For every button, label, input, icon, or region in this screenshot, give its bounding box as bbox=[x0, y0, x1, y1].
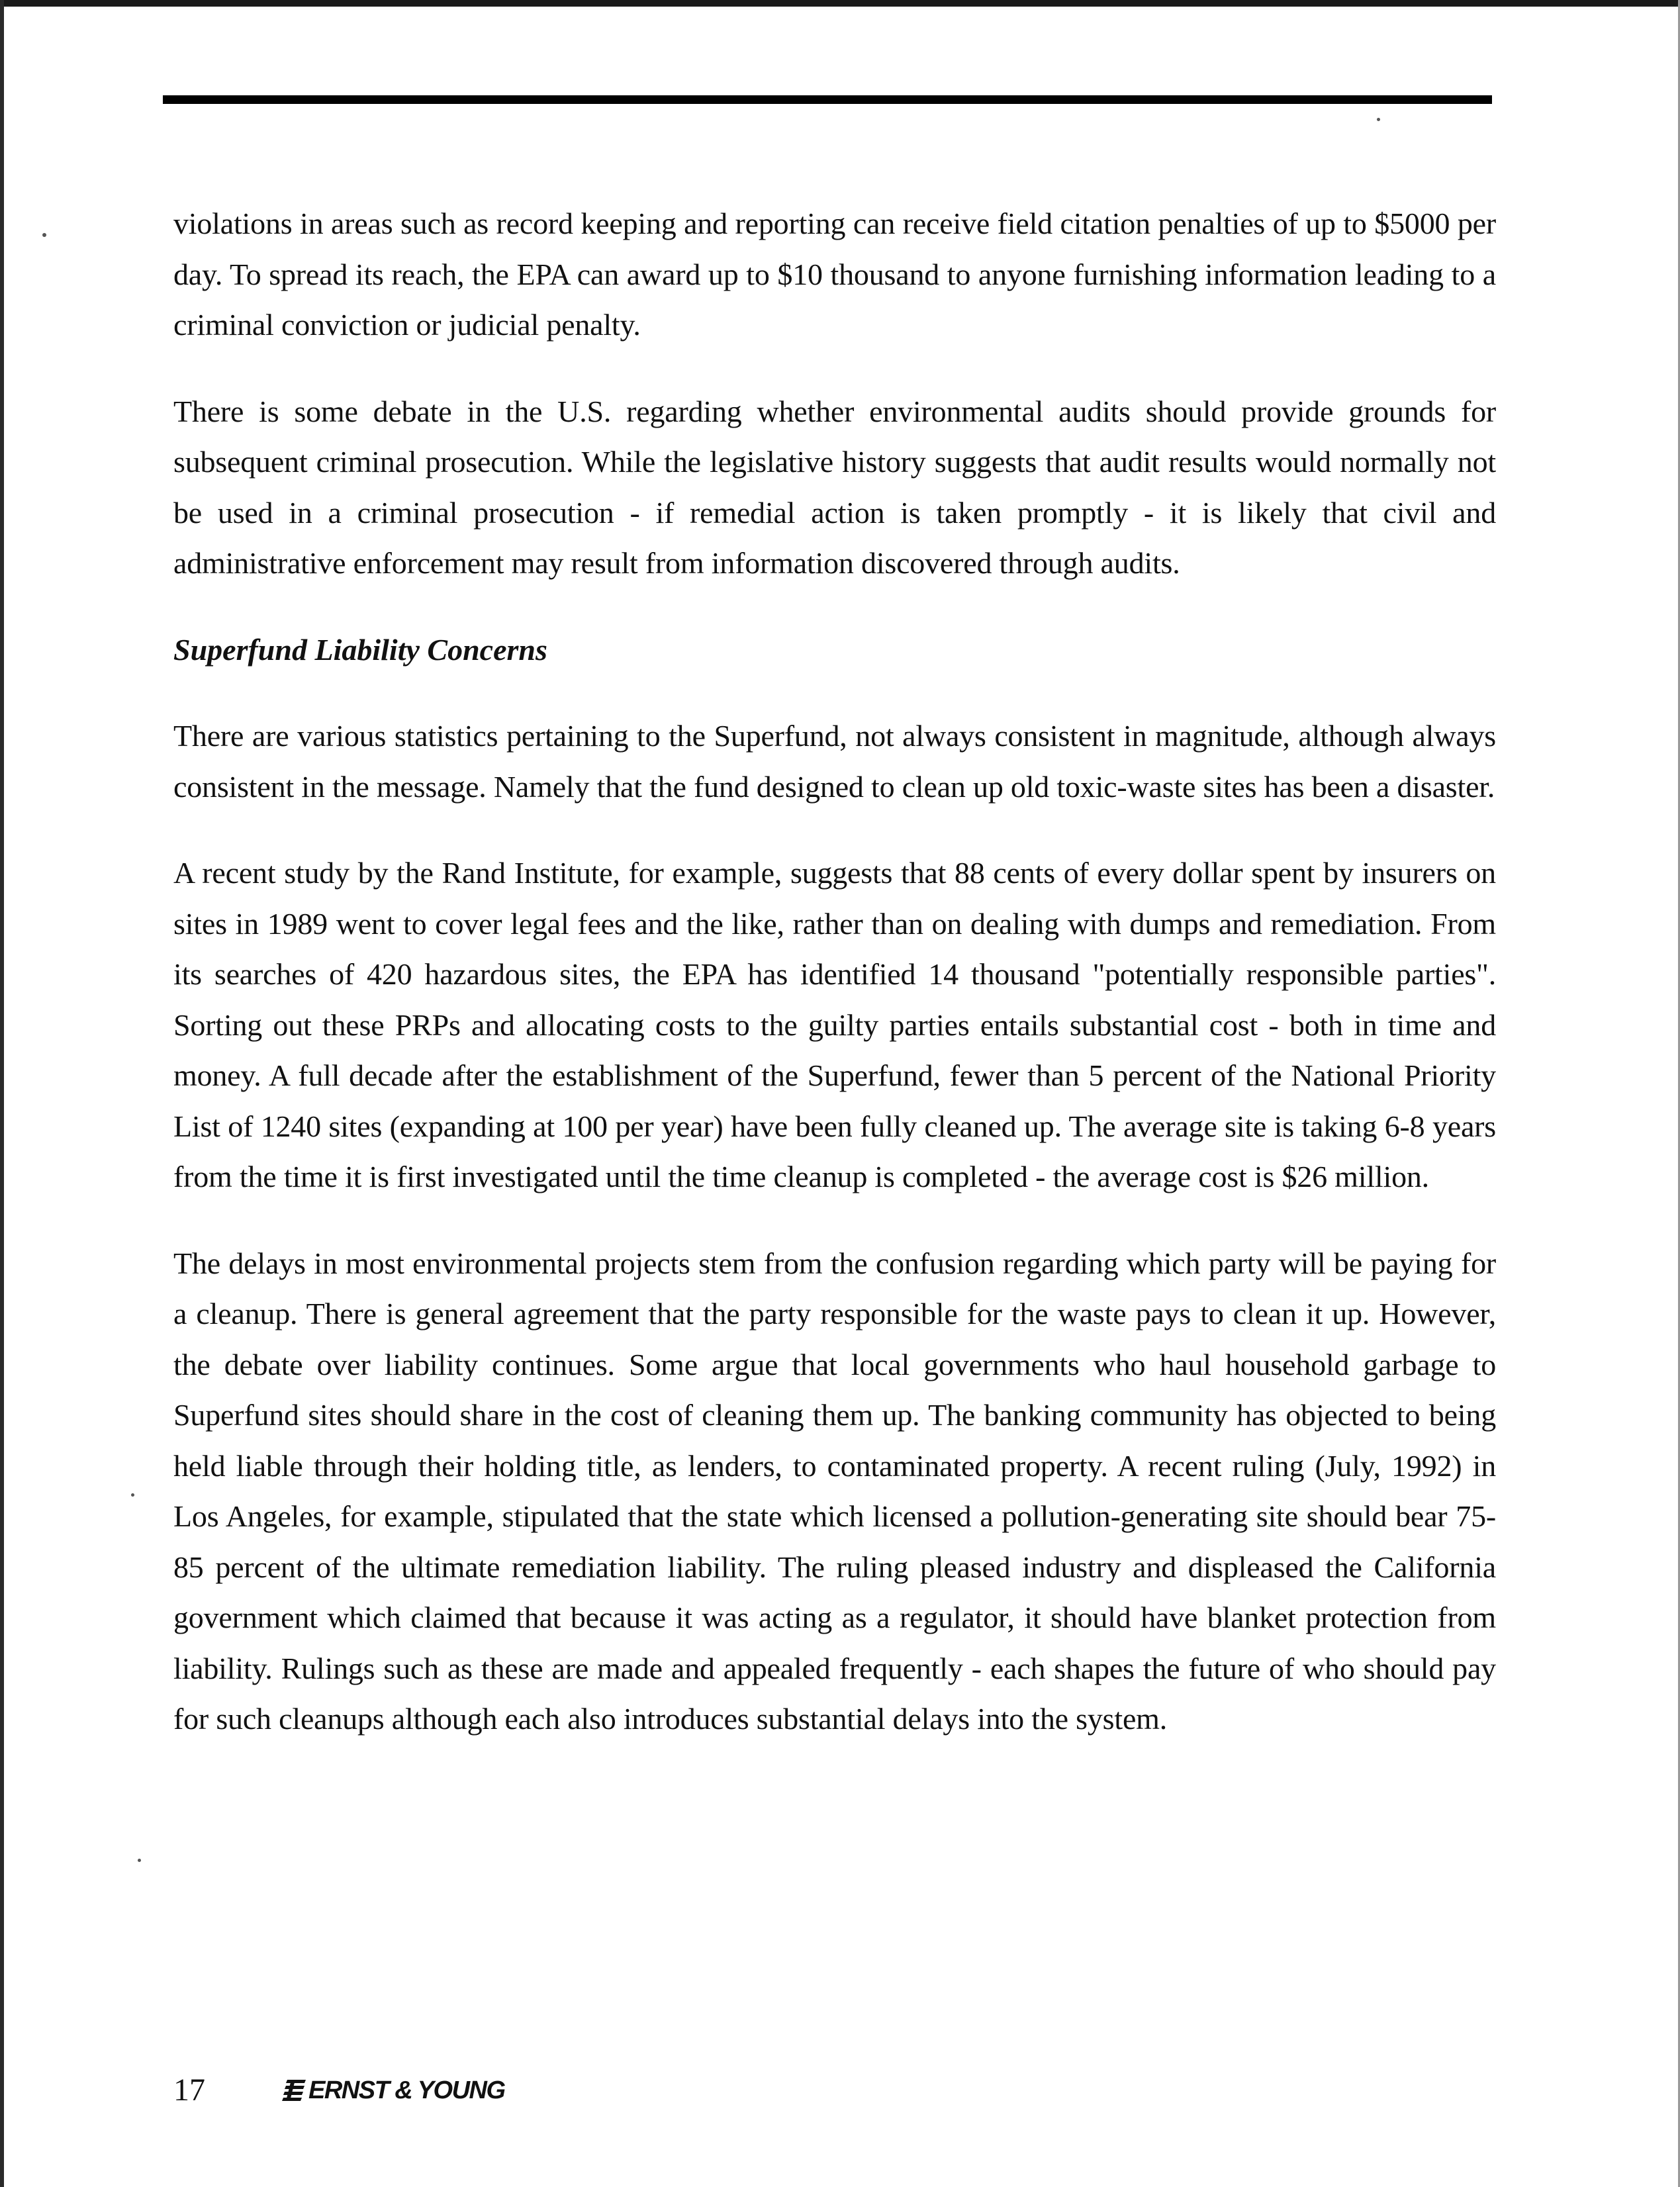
page-footer bbox=[173, 2064, 505, 2117]
paragraph-superfund-statistics: There are various statistics pertaining to the Superfund, not always consistent in magnitude, although always consistent in the message. Namely that the fund designed to clean up old toxic-waste sites has been a disaster. bbox=[173, 719, 1496, 804]
company-logo bbox=[282, 2076, 505, 2105]
scan-speck bbox=[131, 1493, 134, 1497]
scan-speck bbox=[138, 1859, 141, 1862]
scan-top-edge bbox=[0, 0, 1680, 7]
paragraph-penalties: violations in areas such as record keeping and reporting can receive field citation penalties of up to $5000 per day. To spread its reach, the EPA can award up to $10 thousand to anyone furnishing information leading to a criminal conviction or judicial penalty. bbox=[173, 207, 1496, 342]
logo-wordmark: ERNST & YOUNG bbox=[308, 2076, 505, 2104]
ey-logo-mark-icon bbox=[282, 2077, 306, 2104]
paragraph-audit-debate: There is some debate in the U.S. regarding whether environmental audits should provide grounds for subsequent criminal prosecution. While the legislative history suggests that audit results would normally not be used in a criminal prosecution - if remedial action is taken promptly - it is likely that civil and administrative enforcement may result from information discovered through audits. bbox=[173, 394, 1496, 580]
scan-speck bbox=[42, 233, 46, 237]
scan-left-edge bbox=[0, 0, 4, 2187]
paragraph-rand-study: A recent study by the Rand Institute, for example, suggests that 88 cents of every dollar spent by insurers on sites in 1989 went to cover legal fees and the like, rather than on dealing with dumps and remediation. From its searches of 420 hazardous sites, the EPA has identified 14 thousand "potentially responsible parties". Sorting out these PRPs and allocating costs to the guilty parties entails substantial cost - both in time and money. A full decade after the establishment of the Superfund, fewer than 5 percent of the National Priority List of 1240 sites (expanding at 100 per year) have been fully cleaned up. The average site is taking 6-8 years from the time it is first investigated until the time cleanup is completed - the average cost is $26 million. bbox=[173, 856, 1496, 1193]
header-rule bbox=[163, 95, 1492, 104]
document-body bbox=[173, 199, 1496, 1781]
scan-speck bbox=[1377, 118, 1380, 121]
paragraph-liability-delays: The delays in most environmental projects stem from the confusion regarding which party will be paying for a cleanup. There is general agreement that the party responsible for the waste pays to clean it up. However, the debate over liability continues. Some argue that local governments who haul household garbage to Superfund sites should share in the cost of cleaning them up. The banking community has objected to being held liable through their holding title, as lenders, to contaminated property. A recent ruling (July, 1992) in Los Angeles, for example, stipulated that the state which licensed a pollution-generating site should bear 75-85 percent of the ultimate remediation liability. The ruling pleased industry and displeased the California government which claimed that because it was acting as a regulator, it should have blanket protection from liability. Rulings such as these are made and appealed frequently - each shapes the future of who should pay for such cleanups although each also introduces substantial delays into the system. bbox=[173, 1246, 1496, 1736]
page-number: 17 bbox=[173, 2072, 205, 2108]
section-heading: Superfund Liability Concerns bbox=[173, 632, 547, 667]
